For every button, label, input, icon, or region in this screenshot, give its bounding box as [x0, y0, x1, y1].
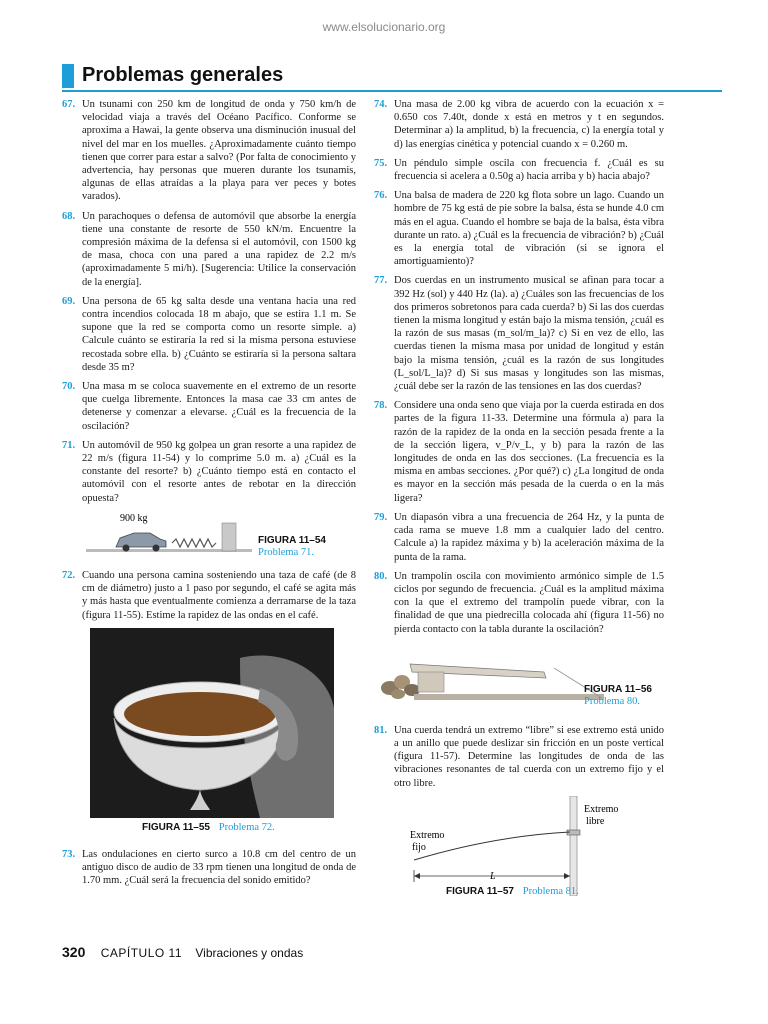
spring	[172, 539, 216, 547]
problem-68	[62, 210, 356, 289]
problem-text: Las ondulaciones en cierto surco a 10.8 cm del centro de un antiguo disco de audio de 33 rpm tienen una longitud de onda de 1.70 mm. ¿Cuál será la frecuencia del sonido emitido?	[82, 848, 356, 887]
problem-78	[374, 399, 664, 505]
problem-69	[62, 295, 356, 374]
problem-73	[62, 848, 356, 888]
problem-text: Cuando una persona camina sosteniendo una taza de café (de 8 cm de diámetro) justo a 1 paso por segundo, el café se agita más y más hasta que eventualmente comienza a derramarse de la taza (figura 11-55). Estime la rapidez de las ondas en el café.	[82, 569, 356, 621]
page-number: 320	[62, 944, 86, 960]
coffee-cup-photo	[90, 628, 334, 818]
problem-72	[62, 569, 356, 622]
problem-number: 81.	[374, 724, 388, 736]
figure-caption	[446, 886, 579, 898]
problem-76	[374, 189, 664, 268]
vertical-post	[570, 796, 577, 896]
problem-number: 78.	[374, 400, 388, 412]
problem-number: 68.	[62, 210, 76, 222]
car-icon	[116, 533, 166, 552]
problem-number: 76.	[374, 190, 388, 202]
problem-75	[374, 157, 664, 183]
problem-number: 75.	[374, 157, 388, 169]
wall	[222, 523, 236, 551]
problem-number: 73.	[62, 848, 76, 860]
problem-text: Una cuerda tendrá un extremo “libre” si ese extremo está unido a un anillo que puede deslizar sin fricción en un poste vertical (figura 11-57). Determine las longitudes de onda de las vibraciones resonantes de tal cuerda con un extremo fijo y el otro libre.	[394, 724, 664, 789]
problem-79	[374, 511, 664, 564]
right-column	[374, 98, 664, 896]
problem-text: Un péndulo simple oscila con frecuencia f. ¿Cuál es su frecuencia si acelera a 0.50g a) hacia arriba y b) hacia abajo?	[394, 157, 664, 183]
section-marker	[62, 64, 74, 88]
problem-text: Una masa m se coloca suavemente en el extremo de un resorte que cuelga libremente. Entonces la masa cae 33 cm antes de detenerse y comenzar a elevarse. ¿Cuál es la frecuencia de la oscilación?	[82, 381, 356, 432]
string-post-diagram	[374, 796, 664, 896]
problem-text: Una balsa de madera de 220 kg flota sobre un lago. Cuando un hombre de 75 kg está de pie sobre la balsa, ésta se hunde 4.0 cm más en el agua. Cuando el hombre se baja de la balsa, ésta vibra durante un rato. a) ¿Cuál es la frecuencia de vibración? b) ¿Cuál es la energía total de vibración (si se ignora el amortiguamiento)?	[394, 190, 665, 268]
problem-67	[62, 98, 356, 204]
figure-ref: Problema 72.	[218, 821, 275, 833]
figure-label: FIGURA 11–56	[584, 683, 652, 695]
figure-11-56	[374, 642, 664, 718]
problem-number: 72.	[62, 569, 76, 581]
figure-caption	[258, 535, 326, 559]
problem-text: Un tsunami con 250 km de longitud de onda y 750 km/h de velocidad viaja a través del Océano Pacífico. Conforme se aproxima a Hawai, la gente observa una disminución inusual del nivel del mar en los muelles. ¿Aproximadamente cuánto tiempo tienen que correr para estar a salvo? (Por falta de conocimiento y advertencia, hay personas que mueren durante los tsunamis, algunas de ellas atraídas a la playa para ver peces y botes varados).	[82, 99, 356, 203]
section-title: Problemas generales	[82, 64, 284, 86]
figure-ref: Problema 80.	[584, 695, 640, 707]
problem-text: Considere una onda seno que viaja por la cuerda estirada en dos partes de la figura 11-33. Determine una fórmula a) para la razón de la rapidez de la onda en la sección pesada frente a la de la sección ligera, v_P/v_L, y b) para la razón de las longitudes de onda en las dos secciones. (La frecuencia es la misma en ambas secciones. ¿Por qué?) c) ¿La longitud de onda es mayor en la sección más pesada de la cuerda o en la más ligera?	[394, 400, 664, 504]
figure-ref: Problema 71.	[258, 546, 314, 558]
problem-number: 77.	[374, 275, 388, 287]
car-spring-illustration	[76, 511, 256, 561]
board-base	[418, 672, 444, 692]
figure-11-54	[62, 511, 356, 563]
length-label: L	[490, 870, 496, 882]
problem-number: 69.	[62, 295, 76, 307]
problem-number: 71.	[62, 439, 76, 451]
diving-board-illustration	[374, 642, 604, 702]
figure-caption	[142, 822, 356, 834]
figure-label: FIGURA 11–55	[142, 821, 210, 833]
problem-text: Dos cuerdas en un instrumento musical se afinan para tocar a 392 Hz (sol) y 440 Hz (la). a) ¿Cuáles son las frecuencias de los dos primeros sobretonos para cada cuerda? b) Si las dos cuerdas tienen la misma longitud y están bajo la misma tensión, ¿cuál es la razón de sus masas (m_sol/m_la)? c) Si en vez de ello, las cuerdas tienen la misma masa por unidad de longitud y están bajo la misma tensión, ¿cuál es la razón de sus longitudes (L_sol/L_la)? d) Si sus masas y longitudes son las mismas, ¿cuál debe ser la razón de las tensiones en las dos cuerdas?	[394, 275, 664, 393]
problem-71	[62, 439, 356, 505]
problem-number: 67.	[62, 99, 76, 110]
free-end-label: Extremo	[584, 803, 619, 815]
problem-text: Un diapasón vibra a una frecuencia de 264 Hz, y la punta de cada rama se mueve 1.8 mm a cualquier lado del centro. Calcule a) la rapidez máxima y b) la aceleración máxima de la punta de la rama.	[394, 511, 664, 563]
fixed-end-label: Extremo	[410, 829, 445, 841]
problem-number: 79.	[374, 511, 388, 523]
free-end-label: libre	[586, 815, 605, 827]
problem-74	[374, 98, 664, 151]
problem-80	[374, 570, 664, 636]
problem-text: Una masa de 2.00 kg vibra de acuerdo con la ecuación x = 0.650 cos 7.40t, donde x está en metros y t en segundos. Determinar a) la amplitud, b) la frecuencia, c) la energía total y d) las energías cinética y potencial cuando x = 0.260 m.	[394, 99, 664, 150]
figure-label: FIGURA 11–57	[446, 885, 514, 897]
problem-77	[374, 274, 664, 393]
problem-81	[374, 724, 664, 790]
page-footer	[62, 944, 303, 960]
section-header	[62, 62, 722, 90]
problem-text: Un automóvil de 950 kg golpea un gran resorte a una rapidez de 22 m/s (figura 11-54) y lo comprime 5.0 m. a) ¿Cuál es la constante del resorte? b) ¿Cuánto tiempo está en contacto el automóvil con el resorte antes de rebotar en la dirección opuesta?	[82, 439, 356, 504]
problem-number: 80.	[374, 570, 388, 582]
problem-number: 74.	[374, 99, 388, 110]
problem-70	[62, 380, 356, 433]
chapter-title: Vibraciones y ondas	[195, 946, 304, 960]
chapter-label: CAPÍTULO 11	[100, 946, 183, 960]
left-column	[62, 98, 356, 893]
figure-11-57	[374, 796, 664, 896]
problem-text: Un trampolín oscila con movimiento armónico simple de 1.5 ciclos por segundo de frecuencia. ¿Cuál es la amplitud máxima con la que el extremo del trampolín puede vibrar, con la finalidad de que una piedrecilla colocada ahí (figura 11-56) no pierda contacto con la tabla durante la oscilación?	[394, 570, 664, 635]
figure-11-55	[62, 628, 356, 818]
problem-text: Un parachoques o defensa de automóvil que absorbe la energía tiene una constante de resorte de 550 kN/m. Encuentre la compresión máxima de la defensa si el automóvil, con 1500 kg de masa, choca con una pared a una rapidez de 2.2 m/s (aproximadamente 5 mi/h). [Sugerencia: Utilice la conservación de la energía].	[82, 210, 356, 288]
section-rule	[62, 90, 722, 92]
mass-label: 900 kg	[120, 512, 148, 524]
figure-label: FIGURA 11–54	[258, 534, 326, 546]
fixed-end-label: fijo	[412, 841, 426, 853]
watermark: www.elsolucionario.org	[322, 20, 446, 34]
pool-deck	[414, 694, 604, 700]
problem-text: Una persona de 65 kg salta desde una ventana hacia una red contra incendios colocada 18 m abajo, que se estira 1.1 m. Se supone que la red se comporta como un resorte simple. a) Calcule cuánto se estiraría la red si la misma persona estuviese recostada sobre ella. b) ¿Cuánto se estiraría si la persona saltara desde 35 m?	[82, 295, 356, 373]
problem-number: 70.	[62, 381, 76, 393]
figure-caption	[584, 684, 652, 708]
figure-ref: Problema 81.	[522, 885, 579, 897]
